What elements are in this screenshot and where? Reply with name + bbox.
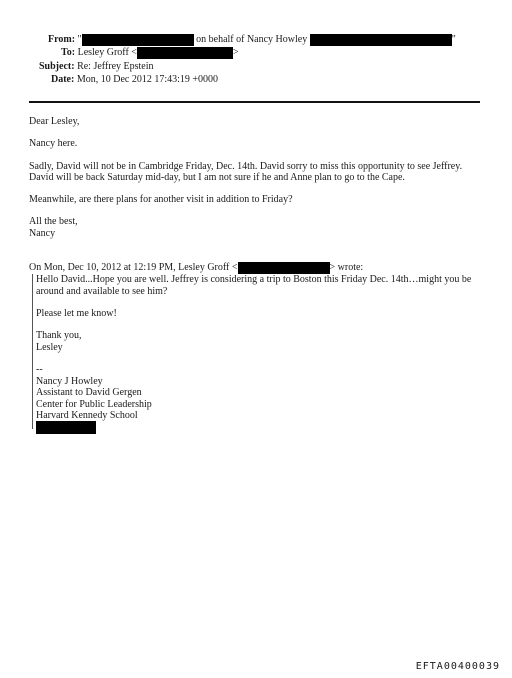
quoted-closing: Thank you,	[36, 330, 82, 341]
sig-separator: --	[36, 364, 43, 375]
from-quote-open: "	[77, 34, 82, 45]
attribution-suffix: > wrote:	[329, 262, 364, 273]
intro-line: Nancy here.	[29, 138, 78, 149]
redaction-box	[310, 34, 452, 46]
quoted-line: around and available to see him?	[36, 286, 168, 297]
quoted-line: Please let me know!	[36, 308, 117, 319]
quote-bar	[32, 274, 33, 429]
body-paragraph-line: David will be back Saturday mid-day, but I am not sure if he and Anne plan to go to the Cape.	[29, 172, 405, 183]
to-suffix: >	[232, 47, 239, 58]
from-label: From:	[48, 34, 76, 45]
body-paragraph-line: Sadly, David will not be in Cambridge Friday, Dec. 14th. David sorry to miss this opportunity to see Jeffrey.	[29, 161, 463, 172]
subject-value: Re: Jeffrey Epstein	[77, 61, 154, 72]
redaction-box	[82, 34, 194, 46]
closing: All the best,	[29, 216, 78, 227]
sig-school: Harvard Kennedy School	[36, 410, 138, 421]
sig-org: Center for Public Leadership	[36, 399, 152, 410]
subject-label: Subject:	[39, 61, 75, 72]
attribution-prefix: On Mon, Dec 10, 2012 at 12:19 PM, Lesley Groff <	[29, 262, 238, 273]
quote-attribution	[29, 262, 363, 274]
to-label: To:	[61, 47, 76, 58]
body-paragraph: Meanwhile, are there plans for another visit in addition to Friday?	[29, 194, 293, 205]
signature: Nancy	[29, 228, 56, 239]
redaction-box	[36, 421, 96, 434]
document-id: EFTA00400039	[415, 661, 500, 672]
from-on-behalf: on behalf of Nancy Howley	[196, 34, 308, 45]
to-row	[61, 47, 239, 59]
date-value: Mon, 10 Dec 2012 17:43:19 +0000	[76, 74, 219, 85]
date-row	[51, 74, 218, 86]
from-row	[48, 34, 456, 46]
quoted-signature: Lesley	[36, 342, 63, 353]
header-divider	[29, 101, 480, 103]
greeting: Dear Lesley,	[29, 116, 80, 127]
sig-title: Assistant to David Gergen	[36, 387, 142, 398]
quoted-line: Hello David...Hope you are well. Jeffrey is considering a trip to Boston this Friday Dec. 14th…might you be	[36, 274, 472, 285]
to-value: Lesley Groff <	[77, 47, 137, 58]
sig-name: Nancy J Howley	[36, 376, 103, 387]
redaction-box	[238, 262, 330, 274]
from-quote-close: "	[451, 34, 456, 45]
redaction-box	[137, 47, 233, 59]
date-label: Date:	[51, 74, 75, 85]
subject-row	[39, 61, 154, 73]
